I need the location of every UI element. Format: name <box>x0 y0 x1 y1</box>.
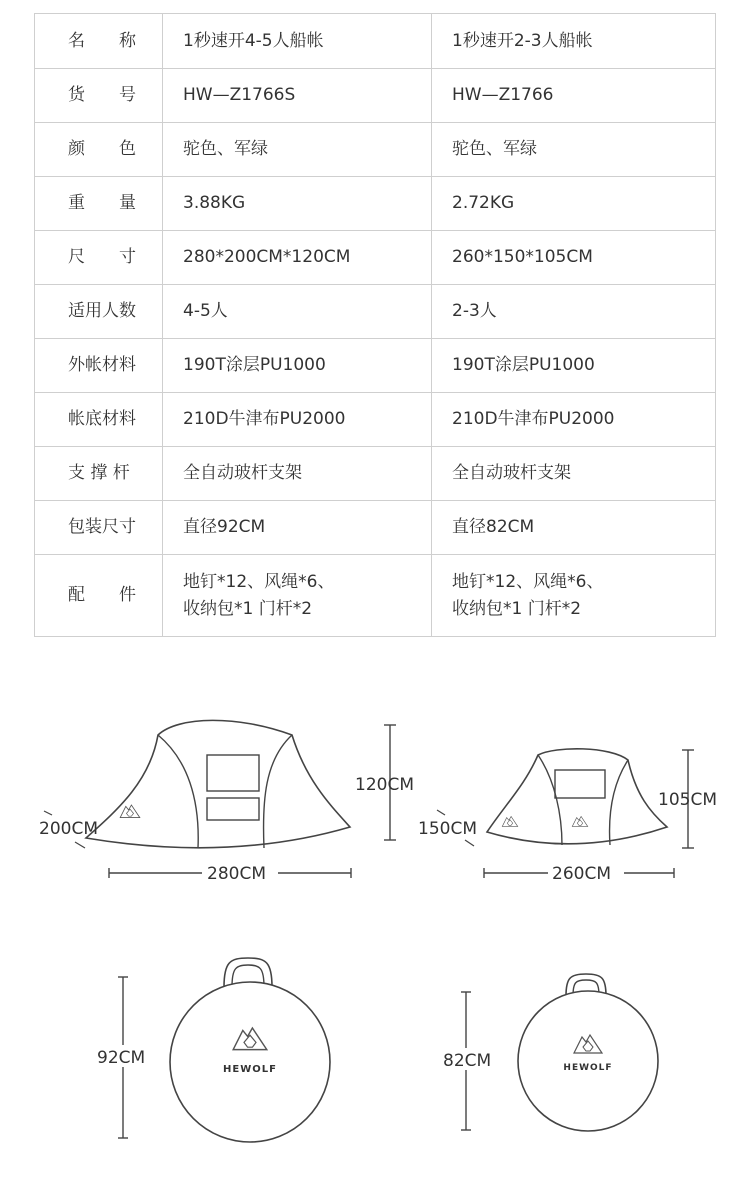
row-label: 配 件 <box>35 555 163 637</box>
cell-small: 190T涂层PU1000 <box>432 339 716 393</box>
cell-small: 210D牛津布PU2000 <box>432 393 716 447</box>
bag-small-diameter: 82CM <box>443 1051 492 1071</box>
cell-large: HW—Z1766S <box>163 69 432 123</box>
cell-small: 260*150*105CM <box>432 231 716 285</box>
tent-small-width: 260CM <box>552 864 611 884</box>
row-label: 尺 寸 <box>35 231 163 285</box>
bag-small-drawing <box>440 974 658 1131</box>
cell-large: 直径92CM <box>163 501 432 555</box>
cell-large: 190T涂层PU1000 <box>163 339 432 393</box>
cell-small: 全自动玻杆支架 <box>432 447 716 501</box>
cell-line: 收纳包*1 门杆*2 <box>183 598 313 619</box>
row-label: 包装尺寸 <box>35 501 163 555</box>
cell-large: 驼色、军绿 <box>163 123 432 177</box>
cell-small: 2-3人 <box>432 285 716 339</box>
tent-large-depth: 200CM <box>39 819 98 839</box>
cell-line: 地钉*12、风绳*6、 <box>183 571 335 592</box>
bag-large-diameter: 92CM <box>97 1048 146 1068</box>
cell-large: 3.88KG <box>163 177 432 231</box>
cell-large: 210D牛津布PU2000 <box>163 393 432 447</box>
cell-large: 全自动玻杆支架 <box>163 447 432 501</box>
cell-small: 2.72KG <box>432 177 716 231</box>
tent-small-depth: 150CM <box>418 819 477 839</box>
row-label: 支 撑 杆 <box>35 447 163 501</box>
cell-large: 1秒速开4-5人船帐 <box>163 14 432 69</box>
tent-small-height: 105CM <box>658 790 717 810</box>
bag-large-drawing <box>93 958 330 1142</box>
cell-small: 直径82CM <box>432 501 716 555</box>
row-label: 名 称 <box>35 14 163 69</box>
tent-large-drawing <box>39 720 414 884</box>
tent-large-width: 280CM <box>207 864 266 884</box>
cell-line: 收纳包*1 门杆*2 <box>452 598 582 619</box>
cell-small: 驼色、军绿 <box>432 123 716 177</box>
tent-large-height: 120CM <box>355 775 414 795</box>
row-label: 货 号 <box>35 69 163 123</box>
row-label: 重 量 <box>35 177 163 231</box>
row-label: 外帐材料 <box>35 339 163 393</box>
row-label: 适用人数 <box>35 285 163 339</box>
cell-small: 1秒速开2-3人船帐 <box>432 14 716 69</box>
tent-small-drawing <box>418 749 717 884</box>
cell-large: 4-5人 <box>163 285 432 339</box>
cell-large: 280*200CM*120CM <box>163 231 432 285</box>
row-label: 帐底材料 <box>35 393 163 447</box>
bag-large-brand: HEWOLF <box>223 1064 277 1075</box>
row-label: 颜 色 <box>35 123 163 177</box>
cell-small: HW—Z1766 <box>432 69 716 123</box>
bag-small-brand: HEWOLF <box>563 1063 613 1073</box>
cell-line: 地钉*12、风绳*6、 <box>452 571 604 592</box>
